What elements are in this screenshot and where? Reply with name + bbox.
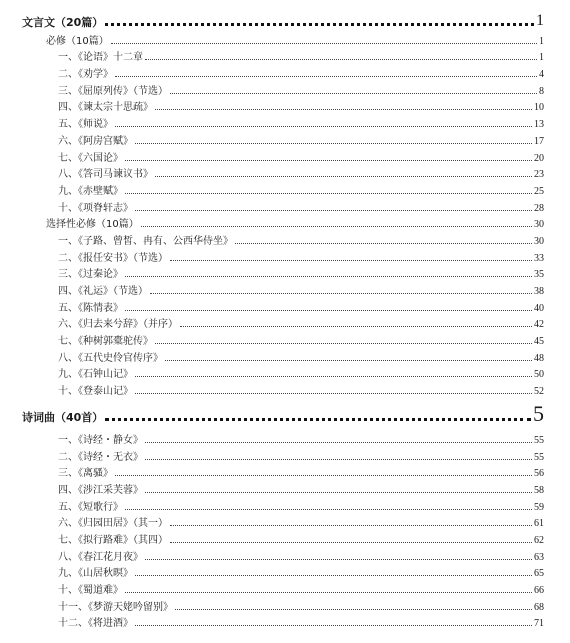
entry-title: 二、《诗经・无衣》 <box>58 451 143 463</box>
toc-entry[interactable] <box>22 164 544 181</box>
entry-page-number: 59 <box>534 501 544 513</box>
dot-leader <box>155 108 532 110</box>
section-page-number: 1 <box>536 12 544 29</box>
entry-page-number: 48 <box>534 352 544 364</box>
toc-entry[interactable] <box>22 479 544 496</box>
toc-entry[interactable] <box>22 47 544 64</box>
entry-page-number: 68 <box>534 601 544 613</box>
dot-leader <box>125 591 532 593</box>
section-title: 文言文（20篇） <box>22 16 104 29</box>
dot-leader <box>105 417 531 421</box>
toc-group-heading[interactable] <box>22 214 544 231</box>
entry-title: 五、《短歌行》 <box>58 501 123 513</box>
entry-page-number: 55 <box>534 434 544 446</box>
dot-leader <box>235 242 532 244</box>
entry-title: 七、《种树郭橐驼传》 <box>58 336 153 348</box>
dot-leader <box>155 342 532 344</box>
entry-title: 四、《涉江采芙蓉》 <box>58 484 143 496</box>
dot-leader <box>135 392 532 394</box>
toc-entry[interactable] <box>22 463 544 480</box>
dot-leader <box>145 491 532 493</box>
entry-title: 十二、《将进酒》 <box>58 618 133 630</box>
entry-page-number: 45 <box>534 336 544 348</box>
toc-entry[interactable] <box>22 247 544 264</box>
toc-entry[interactable] <box>22 347 544 364</box>
toc-section-heading[interactable] <box>22 10 544 30</box>
entry-page-number: 71 <box>534 618 544 630</box>
entry-page-number: 35 <box>534 269 544 281</box>
toc-entry[interactable] <box>22 280 544 297</box>
dot-leader <box>141 225 532 227</box>
toc-entry[interactable] <box>22 80 544 97</box>
entry-page-number: 4 <box>539 69 544 81</box>
entry-page-number: 1 <box>539 52 544 64</box>
entry-page-number: 8 <box>539 85 544 97</box>
entry-page-number: 61 <box>534 518 544 530</box>
group-title: 选择性必修（10篇） <box>46 219 139 231</box>
dot-leader <box>135 142 532 144</box>
entry-title: 九、《山居秋暝》 <box>58 568 133 580</box>
toc-entry[interactable] <box>22 429 544 446</box>
entry-title: 六、《阿房宫赋》 <box>58 135 133 147</box>
toc-entry[interactable] <box>22 97 544 114</box>
entry-title: 六、《归去来兮辞》（并序） <box>58 319 178 331</box>
entry-title: 三、《离骚》 <box>58 468 113 480</box>
toc-entry[interactable] <box>22 563 544 580</box>
entry-page-number: 50 <box>534 369 544 381</box>
toc-entry[interactable] <box>22 446 544 463</box>
entry-title: 四、《礼运》（节选） <box>58 286 148 297</box>
dot-leader <box>105 22 534 26</box>
entry-page-number: 66 <box>534 585 544 596</box>
dot-leader <box>155 175 532 177</box>
entry-page-number: 55 <box>534 451 544 463</box>
dot-leader <box>111 42 537 44</box>
entry-title: 八、《答司马谏议书》 <box>58 169 153 181</box>
dot-leader <box>170 524 532 526</box>
entry-title: 九、《赤壁赋》 <box>58 185 123 197</box>
toc-entry[interactable] <box>22 314 544 331</box>
toc-entry[interactable] <box>22 613 544 630</box>
dot-leader <box>125 192 532 194</box>
toc-group-heading[interactable] <box>22 30 544 47</box>
toc-entry[interactable] <box>22 130 544 147</box>
entry-title: 一、《诗经・静女》 <box>58 434 143 446</box>
toc-entry[interactable] <box>22 264 544 281</box>
dot-leader <box>170 92 537 94</box>
toc-entry[interactable] <box>22 113 544 130</box>
entry-page-number: 63 <box>534 551 544 563</box>
dot-leader <box>125 159 532 161</box>
toc-entry[interactable] <box>22 546 544 563</box>
entry-title: 三、《屈原列传》（节选） <box>58 85 168 97</box>
entry-title: 七、《拟行路难》（其四） <box>58 534 168 546</box>
dot-leader <box>170 541 532 543</box>
entry-title: 五、《陈情表》 <box>58 302 123 314</box>
toc-entry[interactable] <box>22 529 544 546</box>
toc-entry[interactable] <box>22 147 544 164</box>
entry-title: 二、《劝学》 <box>58 69 113 81</box>
toc-entry[interactable] <box>22 513 544 530</box>
entry-page-number: 17 <box>534 135 544 147</box>
dot-leader <box>135 209 532 211</box>
entry-title: 十一、《梦游天姥吟留别》 <box>58 601 173 613</box>
dot-leader <box>115 75 537 77</box>
toc-section-heading[interactable] <box>22 401 544 427</box>
dot-leader <box>170 259 532 261</box>
entry-title: 四、《谏太宗十思疏》 <box>58 102 153 114</box>
toc-entry[interactable] <box>22 364 544 381</box>
entry-page-number: 65 <box>534 568 544 580</box>
table-of-contents <box>22 10 544 629</box>
dot-leader <box>135 624 532 626</box>
entry-page-number: 58 <box>534 484 544 496</box>
entry-title: 十、《登泰山记》 <box>58 386 133 398</box>
entry-page-number: 38 <box>534 286 544 297</box>
entry-page-number: 62 <box>534 534 544 546</box>
dot-leader <box>145 558 532 560</box>
entry-page-number: 10 <box>534 102 544 114</box>
entry-title: 三、《过秦论》 <box>58 269 123 281</box>
entry-title: 十、《项脊轩志》 <box>58 202 133 214</box>
entry-page-number: 42 <box>534 319 544 331</box>
toc-entry[interactable] <box>22 380 544 397</box>
entry-page-number: 23 <box>534 169 544 181</box>
section-spacer <box>22 397 544 405</box>
toc-entry[interactable] <box>22 197 544 214</box>
toc-entry[interactable] <box>22 596 544 613</box>
entry-page-number: 25 <box>534 185 544 197</box>
dot-leader <box>145 458 532 460</box>
entry-page-number: 20 <box>534 152 544 164</box>
group-title: 必修（10篇） <box>46 35 109 47</box>
group-page-number: 1 <box>539 35 544 47</box>
entry-page-number: 30 <box>534 235 544 247</box>
entry-title: 二、《报任安书》（节选） <box>58 252 168 264</box>
dot-leader <box>165 359 532 361</box>
entry-page-number: 52 <box>534 386 544 398</box>
dot-leader <box>125 508 532 510</box>
entry-title: 八、《春江花月夜》 <box>58 551 143 563</box>
entry-title: 九、《石钟山记》 <box>58 369 133 381</box>
entry-page-number: 28 <box>534 202 544 214</box>
entry-page-number: 40 <box>534 302 544 314</box>
dot-leader <box>175 608 532 610</box>
group-page-number: 30 <box>534 219 544 231</box>
toc-entry[interactable] <box>22 230 544 247</box>
dot-leader <box>115 125 532 127</box>
entry-page-number: 33 <box>534 252 544 264</box>
entry-page-number: 13 <box>534 119 544 131</box>
toc-entry[interactable] <box>22 496 544 513</box>
section-page-number: 5 <box>533 401 544 427</box>
toc-entry[interactable] <box>22 579 544 596</box>
dot-leader <box>125 275 532 277</box>
entry-page-number: 56 <box>534 468 544 480</box>
entry-title: 一、《子路、曾皙、冉有、公西华侍坐》 <box>58 235 233 247</box>
toc-entry[interactable] <box>22 180 544 197</box>
dot-leader <box>125 309 532 311</box>
section-title: 诗词曲（40首） <box>22 411 104 425</box>
dot-leader <box>180 325 532 327</box>
dot-leader <box>145 441 532 443</box>
dot-leader <box>135 375 532 377</box>
entry-title: 七、《六国论》 <box>58 152 123 164</box>
dot-leader <box>135 574 532 576</box>
entry-title: 五、《师说》 <box>58 119 113 131</box>
toc-entry[interactable] <box>22 297 544 314</box>
entry-title: 十、《蜀道难》 <box>58 585 123 596</box>
dot-leader <box>115 474 532 476</box>
entry-title: 一、《论语》十二章 <box>58 52 143 64</box>
toc-entry[interactable] <box>22 63 544 80</box>
dot-leader <box>150 292 532 294</box>
entry-title: 八、《五代史伶官传序》 <box>58 352 163 364</box>
entry-title: 六、《归园田居》（其一） <box>58 518 168 530</box>
dot-leader <box>145 58 537 60</box>
toc-entry[interactable] <box>22 330 544 347</box>
